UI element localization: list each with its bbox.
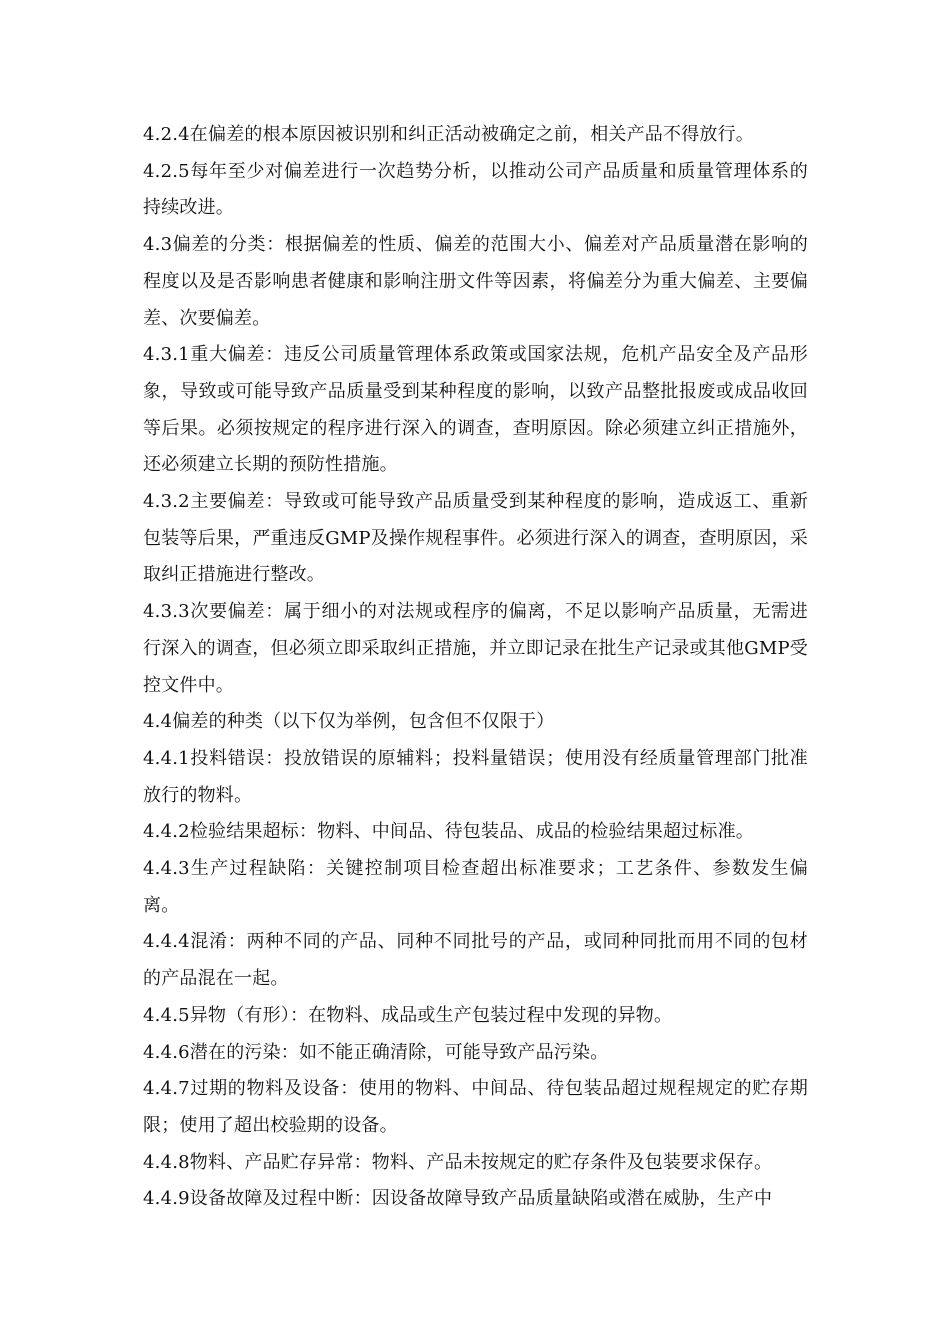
- paragraph-4-4-7: 4.4.7过期的物料及设备：使用的物料、中间品、待包装品超过规程规定的贮存期限；使用了超出校验期的设备。: [143, 1078, 808, 1136]
- paragraph-4-4: 4.4偏差的种类（以下仅为举例，包含但不仅限于）: [143, 711, 555, 733]
- paragraph-4-2-5: 4.2.5每年至少对偏差进行一次趋势分析，以推动公司产品质量和质量管理体系的持续改进。: [143, 160, 808, 219]
- paragraph-4-4-8: 4.4.8物料、产品贮存异常：物料、产品未按规定的贮存条件及包装要求保存。: [143, 1151, 773, 1173]
- paragraph-4-4-2: 4.4.2检验结果超标：物料、中间品、待包装品、成品的检验结果超过标准。: [143, 821, 754, 843]
- paragraph-4-3-3: 4.3.3次要偏差：属于细小的对法规或程序的偏离，不足以影响产品质量，无需进行深入的调查，但必须立即采取纠正措施，并立即记录在批生产记录或其他GMP受控文件中。: [143, 601, 808, 696]
- document-page: [143, 117, 808, 1218]
- paragraph-4-4-5: 4.4.5异物（有形）：在物料、成品或生产包装过程中发现的异物。: [143, 1004, 673, 1026]
- paragraph-4-3-2: 4.3.2主要偏差：导致或可能导致产品质量受到某种程度的影响，造成返工、重新包装等后果，严重违反GMP及操作规程事件。必须进行深入的调查，查明原因，采取纠正措施进行整改。: [143, 491, 808, 586]
- paragraph-4-4-9: 4.4.9设备故障及过程中断：因设备故障导致产品质量缺陷或潜在威胁，生产中: [143, 1188, 773, 1210]
- paragraph-4-4-6: 4.4.6潜在的污染：如不能正确清除，可能导致产品污染。: [143, 1041, 609, 1063]
- paragraph-4-4-4: 4.4.4混淆：两种不同的产品、同种不同批号的产品，或同种同批而用不同的包材的产品混在一起。: [143, 931, 808, 990]
- paragraph-4-3: 4.3偏差的分类：根据偏差的性质、偏差的范围大小、偏差对产品质量潜在影响的程度以及是否影响患者健康和影响注册文件等因素，将偏差分为重大偏差、主要偏差、次要偏差。: [143, 234, 808, 329]
- paragraph-4-4-3: 4.4.3生产过程缺陷：关键控制项目检查超出标准要求；工艺条件、参数发生偏离。: [143, 858, 808, 916]
- paragraph-4-3-1: 4.3.1重大偏差：违反公司质量管理体系政策或国家法规，危机产品安全及产品形象，导致或可能导致产品质量受到某种程度的影响，以致产品整批报废或成品收回等后果。必须按规定的程序进行深入的调查，查明原因。除必须建立纠正措施外，还必须建立长期的预防性措施。: [143, 344, 808, 476]
- paragraph-4-2-4: 4.2.4在偏差的根本原因被识别和纠正活动被确定之前，相关产品不得放行。: [143, 124, 754, 145]
- paragraph-4-4-1: 4.4.1投料错误：投放错误的原辅料；投料量错误；使用没有经质量管理部门批准放行的物料。: [143, 747, 808, 806]
